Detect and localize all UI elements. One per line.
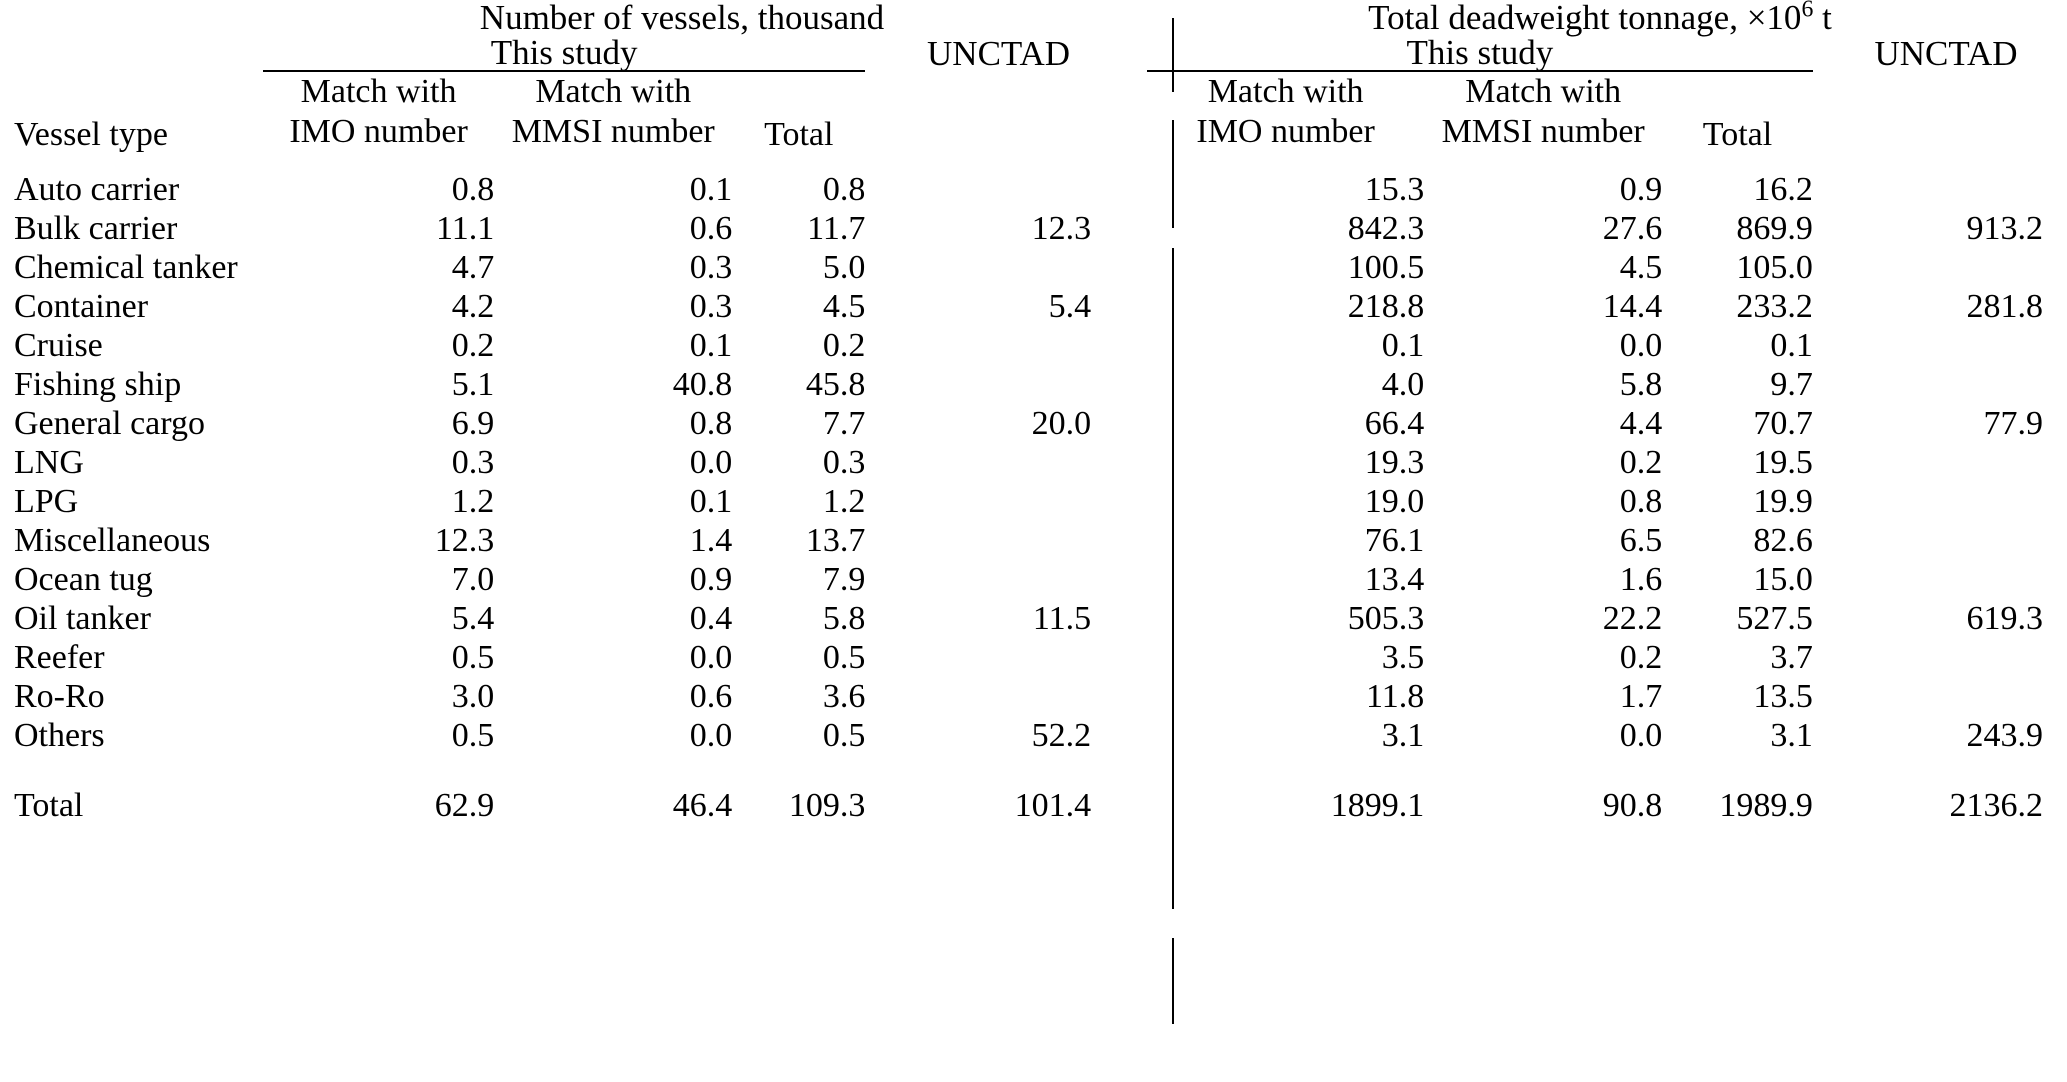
cell-divider-gap [1101, 324, 1147, 363]
cell-deadweight-imo: 19.0 [1364, 483, 1425, 521]
cell-vessels-total: 1.2 [822, 483, 866, 521]
table-row [14, 519, 2053, 558]
cell-deadweight-mmsi: 0.0 [1619, 327, 1663, 365]
cell-vessels-imo: 0.5 [451, 639, 495, 677]
row-vessel-type: LPG [14, 483, 79, 521]
cell-deadweight-unctad [1839, 324, 2053, 363]
row-vessel-type: Chemical tanker [14, 249, 238, 287]
cell-vessels-mmsi: 40.8 [672, 366, 733, 404]
cell-vessels-unctad [896, 441, 1101, 480]
cell-deadweight-unctad: 281.8 [1966, 288, 2043, 326]
cell-vessels-total: 0.2 [822, 327, 866, 365]
cell-gap2 [1813, 363, 1839, 402]
subgroup-unctad-deadweight: UNCTAD [1874, 34, 2018, 73]
cell-vessels-mmsi: 0.9 [689, 561, 733, 599]
cell-divider-gap [1101, 363, 1147, 402]
group-title-deadweight-tail: t [1813, 0, 1832, 37]
table-body [14, 152, 2053, 767]
group-title-deadweight-base: Total deadweight tonnage, ×10 [1368, 0, 1802, 37]
column-header-vessels-mmsi [494, 72, 732, 152]
group-divider-body [1172, 248, 1174, 909]
cell-deadweight-total: 0.1 [1770, 327, 1813, 365]
cell-vessels-total: 0.3 [822, 444, 866, 482]
cell-divider-gap [1101, 558, 1147, 597]
cell-deadweight-unctad [1839, 480, 2053, 519]
cell-vessels-unctad [896, 675, 1101, 714]
cell-gap [865, 558, 896, 597]
group-title-vessels: Number of vessels, thousand [479, 0, 885, 37]
cell-deadweight-unctad: 243.9 [1966, 717, 2043, 755]
cell-vessels-imo: 5.4 [451, 600, 495, 638]
cell-deadweight-total: 3.7 [1770, 639, 1813, 677]
group-divider-total [1172, 938, 1174, 1024]
group-title-row [14, 0, 2053, 35]
row-vessel-type: Bulk carrier [14, 210, 178, 248]
row-vessel-type: General cargo [14, 405, 205, 443]
vessel-statistics-table [14, 0, 2053, 840]
cell-vessels-unctad [896, 152, 1101, 207]
cell-divider-gap [1101, 675, 1147, 714]
cell-deadweight-mmsi: 0.2 [1619, 639, 1663, 677]
cell-vessels-mmsi: 0.1 [689, 171, 733, 209]
table-row [14, 324, 2053, 363]
cell-vessels-unctad: 20.0 [1031, 405, 1092, 443]
cell-deadweight-imo: 218.8 [1347, 288, 1425, 326]
cell-vessels-total: 45.8 [805, 366, 866, 404]
column-header-vessels-imo-line1: Match with [300, 73, 457, 110]
cell-gap [865, 519, 896, 558]
cell-deadweight-total: 82.6 [1753, 522, 1813, 560]
cell-vessels-mmsi: 0.1 [689, 327, 733, 365]
cell-deadweight-mmsi: 4.4 [1619, 405, 1663, 443]
cell-gap2 [1813, 402, 1839, 441]
cell-deadweight-total: 16.2 [1753, 171, 1813, 209]
cell-deadweight-mmsi: 0.0 [1619, 717, 1663, 755]
column-header-vessels-mmsi-line2: MMSI number [511, 113, 715, 151]
table-row [14, 246, 2053, 285]
cell-deadweight-imo: 100.5 [1347, 249, 1425, 287]
cell-deadweight-total: 19.5 [1753, 444, 1813, 482]
cell-gap2 [1813, 152, 1839, 207]
cell-divider-gap [1101, 597, 1147, 636]
cell-vessels-imo: 0.2 [451, 327, 495, 365]
cell-gap [865, 246, 896, 285]
cell-deadweight-imo: 13.4 [1364, 561, 1425, 599]
row-vessel-type: Fishing ship [14, 366, 182, 404]
table-row [14, 714, 2053, 767]
cell-divider-gap [1101, 402, 1147, 441]
table-row [14, 402, 2053, 441]
cell-gap2 [1813, 480, 1839, 519]
cell-divider-gap [1101, 441, 1147, 480]
total-vessels-imo: 62.9 [434, 787, 495, 825]
cell-deadweight-imo: 66.4 [1364, 405, 1425, 443]
cell-gap [865, 441, 896, 480]
table-row [14, 675, 2053, 714]
total-row-label: Total [14, 787, 84, 825]
cell-deadweight-total: 869.9 [1736, 210, 1813, 248]
cell-gap2 [1813, 441, 1839, 480]
group-divider-header [1172, 18, 1174, 92]
total-vessels-unctad: 101.4 [1014, 787, 1092, 825]
total-vessels-mmsi: 46.4 [672, 787, 733, 825]
column-header-vessel-type: Vessel type [14, 116, 168, 154]
cell-gap [865, 597, 896, 636]
cell-vessels-mmsi: 0.4 [689, 600, 733, 638]
cell-vessels-unctad [896, 363, 1101, 402]
cell-vessels-imo: 6.9 [451, 405, 495, 443]
cell-divider-gap [1101, 152, 1147, 207]
total-deadweight-mmsi: 90.8 [1602, 787, 1663, 825]
cell-gap [865, 152, 896, 207]
cell-vessels-unctad [896, 558, 1101, 597]
subgroup-this-study-deadweight: This study [1406, 33, 1554, 72]
cell-vessels-unctad: 52.2 [1031, 717, 1092, 755]
cell-vessels-unctad [896, 246, 1101, 285]
cell-vessels-unctad: 12.3 [1031, 210, 1092, 248]
cell-deadweight-total: 3.1 [1770, 717, 1813, 755]
cell-deadweight-imo: 19.3 [1364, 444, 1425, 482]
cell-gap2 [1813, 285, 1839, 324]
table-row [14, 285, 2053, 324]
cell-gap [865, 714, 896, 767]
group-title-deadweight [1147, 0, 2053, 35]
group-divider-subheader [1172, 120, 1174, 228]
cell-vessels-mmsi: 0.0 [689, 639, 733, 677]
cell-vessels-imo: 7.0 [451, 561, 495, 599]
cell-deadweight-mmsi: 27.6 [1602, 210, 1663, 248]
cell-deadweight-mmsi: 1.6 [1619, 561, 1663, 599]
subgroup-title-row [14, 35, 2053, 71]
cell-vessels-mmsi: 0.0 [689, 444, 733, 482]
table-row [14, 597, 2053, 636]
cell-vessels-imo: 11.1 [436, 210, 495, 248]
row-vessel-type: Oil tanker [14, 600, 151, 638]
cell-deadweight-total: 105.0 [1736, 249, 1813, 287]
cell-gap2 [1813, 207, 1839, 246]
column-header-vessels-imo [263, 72, 494, 152]
cell-vessels-imo: 5.1 [451, 366, 495, 404]
cell-deadweight-mmsi: 0.8 [1619, 483, 1663, 521]
cell-gap [865, 285, 896, 324]
row-vessel-type: Container [14, 288, 149, 326]
cell-deadweight-imo: 3.5 [1381, 639, 1425, 677]
cell-deadweight-mmsi: 14.4 [1602, 288, 1663, 326]
cell-vessels-imo: 0.8 [451, 171, 495, 209]
cell-deadweight-unctad [1839, 519, 2053, 558]
cell-deadweight-mmsi: 22.2 [1602, 600, 1663, 638]
cell-vessels-imo: 0.3 [451, 444, 495, 482]
cell-gap2 [1813, 597, 1839, 636]
cell-divider-gap [1101, 714, 1147, 767]
table-row [14, 363, 2053, 402]
row-vessel-type: Miscellaneous [14, 522, 211, 560]
cell-deadweight-imo: 76.1 [1364, 522, 1425, 560]
column-header-vessels-mmsi-line1: Match with [535, 73, 692, 110]
total-deadweight-unctad: 2136.2 [1949, 787, 2043, 825]
cell-gap [865, 402, 896, 441]
cell-vessels-imo: 4.7 [451, 249, 495, 287]
cell-vessels-mmsi: 0.6 [689, 210, 733, 248]
cell-divider-gap [1101, 207, 1147, 246]
cell-deadweight-mmsi: 1.7 [1619, 678, 1663, 716]
cell-gap2 [1813, 558, 1839, 597]
total-deadweight-imo: 1899.1 [1330, 787, 1425, 825]
table-row [14, 152, 2053, 207]
cell-deadweight-mmsi: 0.2 [1619, 444, 1663, 482]
cell-vessels-total: 5.0 [822, 249, 866, 287]
cell-vessels-mmsi: 0.8 [689, 405, 733, 443]
cell-vessels-unctad [896, 636, 1101, 675]
cell-vessels-imo: 12.3 [434, 522, 495, 560]
cell-divider-gap [1101, 285, 1147, 324]
row-vessel-type: Ro-Ro [14, 678, 105, 716]
column-header-row [14, 72, 2053, 152]
cell-deadweight-total: 527.5 [1736, 600, 1813, 638]
cell-vessels-total: 5.8 [822, 600, 866, 638]
cell-vessels-total: 0.5 [822, 639, 866, 677]
cell-deadweight-total: 70.7 [1753, 405, 1813, 443]
cell-vessels-mmsi: 0.1 [689, 483, 733, 521]
cell-deadweight-total: 13.5 [1753, 678, 1813, 716]
cell-deadweight-total: 9.7 [1770, 366, 1813, 404]
cell-deadweight-imo: 3.1 [1381, 717, 1425, 755]
cell-deadweight-mmsi: 6.5 [1619, 522, 1663, 560]
row-vessel-type: LNG [14, 444, 84, 482]
cell-vessels-imo: 3.0 [451, 678, 495, 716]
cell-gap2 [1813, 714, 1839, 767]
cell-vessels-mmsi: 1.4 [689, 522, 733, 560]
cell-deadweight-mmsi: 0.9 [1619, 171, 1663, 209]
row-vessel-type: Auto carrier [14, 171, 180, 209]
cell-deadweight-imo: 15.3 [1364, 171, 1425, 209]
column-header-deadweight-total: Total [1702, 116, 1773, 154]
cell-deadweight-unctad [1839, 246, 2053, 285]
cell-vessels-unctad [896, 324, 1101, 363]
cell-gap2 [1813, 675, 1839, 714]
column-header-deadweight-mmsi-line1: Match with [1465, 73, 1622, 110]
column-header-deadweight-mmsi-line2: MMSI number [1441, 113, 1645, 151]
cell-deadweight-unctad: 619.3 [1966, 600, 2043, 638]
cell-divider-gap [1101, 519, 1147, 558]
cell-deadweight-total: 15.0 [1753, 561, 1813, 599]
cell-gap2 [1813, 519, 1839, 558]
column-header-vessels-total: Total [764, 116, 834, 154]
cell-gap [865, 363, 896, 402]
cell-vessels-imo: 0.5 [451, 717, 495, 755]
cell-vessels-unctad: 5.4 [1048, 288, 1092, 326]
cell-gap [865, 480, 896, 519]
table-row [14, 558, 2053, 597]
column-header-deadweight-imo-line2: IMO number [1196, 113, 1375, 151]
cell-vessels-total: 0.5 [822, 717, 866, 755]
cell-vessels-mmsi: 0.6 [689, 678, 733, 716]
cell-vessels-mmsi: 0.3 [689, 288, 733, 326]
cell-vessels-total: 11.7 [807, 210, 866, 248]
subgroup-unctad-vessels: UNCTAD [927, 34, 1071, 73]
cell-divider-gap [1101, 246, 1147, 285]
cell-vessels-mmsi: 0.0 [689, 717, 733, 755]
column-header-vessels-imo-line2: IMO number [289, 113, 468, 151]
column-header-deadweight-mmsi [1424, 72, 1662, 152]
cell-vessels-total: 7.7 [822, 405, 866, 443]
row-vessel-type: Ocean tug [14, 561, 153, 599]
cell-vessels-unctad [896, 480, 1101, 519]
column-header-deadweight-imo-line1: Match with [1207, 73, 1364, 110]
table-row [14, 207, 2053, 246]
table-row [14, 441, 2053, 480]
cell-divider-gap [1101, 636, 1147, 675]
cell-deadweight-unctad: 913.2 [1966, 210, 2043, 248]
subgroup-this-study-vessels: This study [490, 33, 638, 72]
column-header-deadweight-imo [1147, 72, 1424, 152]
cell-gap2 [1813, 246, 1839, 285]
row-vessel-type: Cruise [14, 327, 103, 365]
cell-deadweight-total: 19.9 [1753, 483, 1813, 521]
group-title-deadweight-exponent: 6 [1801, 0, 1814, 23]
cell-vessels-total: 13.7 [805, 522, 866, 560]
cell-divider-gap [1101, 480, 1147, 519]
cell-vessels-total: 0.8 [822, 171, 866, 209]
cell-gap2 [1813, 324, 1839, 363]
cell-deadweight-mmsi: 4.5 [1619, 249, 1663, 287]
cell-vessels-total: 3.6 [822, 678, 866, 716]
cell-deadweight-unctad [1839, 152, 2053, 207]
total-row [14, 767, 2053, 840]
cell-deadweight-unctad [1839, 675, 2053, 714]
cell-vessels-total: 7.9 [822, 561, 866, 599]
row-vessel-type: Reefer [14, 639, 105, 677]
cell-vessels-unctad [896, 519, 1101, 558]
cell-gap [865, 207, 896, 246]
cell-vessels-total: 4.5 [822, 288, 866, 326]
cell-vessels-unctad: 11.5 [1032, 600, 1092, 638]
cell-gap [865, 675, 896, 714]
cell-deadweight-total: 233.2 [1736, 288, 1813, 326]
table-row [14, 480, 2053, 519]
total-deadweight-total: 1989.9 [1719, 787, 1813, 825]
cell-vessels-mmsi: 0.3 [689, 249, 733, 287]
cell-deadweight-imo: 4.0 [1381, 366, 1425, 404]
cell-deadweight-unctad [1839, 363, 2053, 402]
cell-gap [865, 636, 896, 675]
cell-vessels-imo: 1.2 [451, 483, 495, 521]
cell-vessels-imo: 4.2 [451, 288, 495, 326]
cell-deadweight-unctad: 77.9 [1983, 405, 2043, 443]
cell-deadweight-unctad [1839, 558, 2053, 597]
row-vessel-type: Others [14, 717, 105, 755]
cell-gap [865, 324, 896, 363]
total-vessels-total: 109.3 [788, 787, 866, 825]
cell-deadweight-mmsi: 5.8 [1619, 366, 1663, 404]
cell-deadweight-imo: 505.3 [1347, 600, 1425, 638]
cell-deadweight-unctad [1839, 441, 2053, 480]
table-row [14, 636, 2053, 675]
cell-gap2 [1813, 636, 1839, 675]
cell-deadweight-imo: 11.8 [1365, 678, 1425, 716]
cell-deadweight-imo: 842.3 [1347, 210, 1425, 248]
cell-deadweight-imo: 0.1 [1381, 327, 1425, 365]
cell-deadweight-unctad [1839, 636, 2053, 675]
